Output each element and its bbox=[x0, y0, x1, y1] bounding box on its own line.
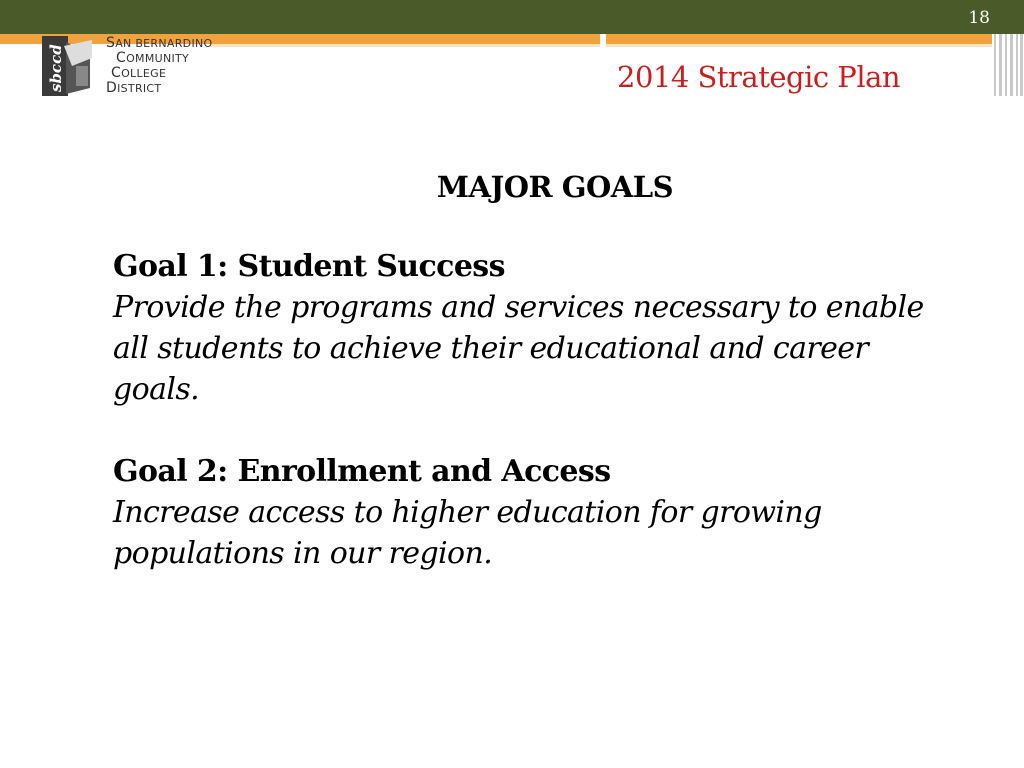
logo-line-2: COMMUNITY bbox=[116, 50, 190, 66]
goal-item bbox=[113, 246, 933, 410]
logo-line-1: SAN BERNARDINO bbox=[106, 35, 213, 51]
logo-line-3: COLLEGE bbox=[111, 65, 167, 81]
sbccd-seal-icon bbox=[42, 36, 92, 96]
seal-text: sbccd bbox=[47, 44, 65, 92]
logo-wordmark bbox=[106, 36, 212, 96]
slide-number: 18 bbox=[968, 8, 990, 28]
accent-bar-right bbox=[606, 34, 992, 44]
goal-title: Goal 2: Enrollment and Access bbox=[113, 454, 611, 489]
goal-description: Increase access to higher education for growing populations in our region. bbox=[113, 495, 822, 571]
goal-title: Goal 1: Student Success bbox=[113, 249, 505, 284]
decorative-stripes bbox=[992, 34, 1024, 96]
top-bar bbox=[0, 0, 1024, 34]
district-logo bbox=[40, 34, 213, 100]
goal-item bbox=[113, 451, 933, 574]
section-heading: MAJOR GOALS bbox=[436, 170, 674, 204]
accent-strip-left bbox=[210, 44, 600, 47]
goal-description: Provide the programs and services necessary to enable all students to achieve their educational and career goals. bbox=[113, 290, 924, 407]
logo-line-4: DISTRICT bbox=[106, 80, 162, 96]
accent-strip-right bbox=[606, 44, 992, 47]
goals-list bbox=[113, 246, 933, 574]
page-title: 2014 Strategic Plan bbox=[617, 60, 901, 94]
